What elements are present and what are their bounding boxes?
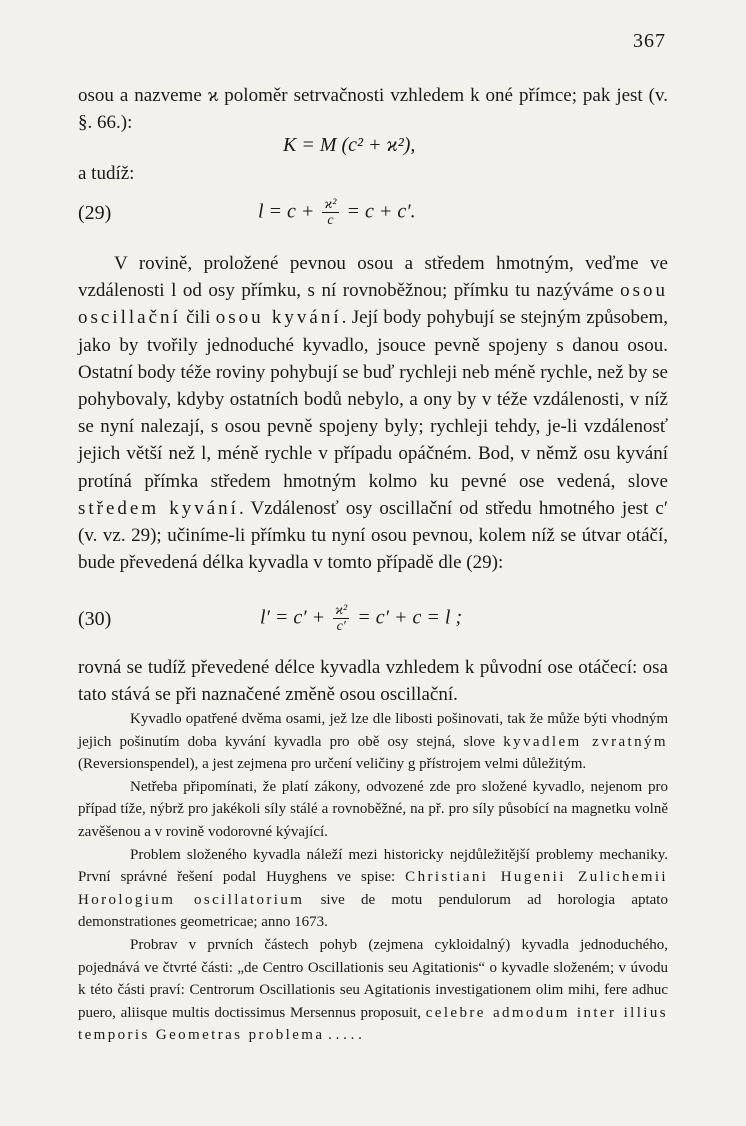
note-huyghens-quote (78, 934, 668, 1047)
note1-part-c: (Reversionspendel), a jest zejmena pro určení veličiny g přístrojem velmi důležitým. (78, 756, 587, 773)
term-osa-oscillacni: osou oscillační (78, 280, 668, 329)
mersennus-quote: celebre admodum inter illius temporis Geometras problema (78, 1004, 668, 1044)
paragraph-oscillation-axis (78, 250, 668, 576)
term-osa-kyvani: osou kyvání (215, 307, 342, 329)
para2-part-e: . Její body pohybují se stejným způsobem, jako by tvořily jednoduché kyvadlo, jsouce pevně spojeny s danou osou. Ostatní body téže roviny pohybují se buď rychleji neb méně rychle, než by se pohybovaly, kdyby ostatních bodů nebylo, a ony by v téže vzdálenosti, v níž se nyní nalezají, s osou pevně spojeny byly; rychleji tehdy, je-li vzdálenosť jejich větší než l, méně rychle v případu opáčném. Bod, v němž osu kyvání protíná přímka středem hmotným kolmo ku pevné ose vedená, slove (78, 307, 668, 492)
note4-part-c: . . . . . (324, 1027, 362, 1044)
term-stred-kyvani: středem kyvání (78, 497, 239, 519)
equation-29-lhs: l = c + (258, 200, 315, 223)
note3-part-a: Problem složeného kyvadla náleží mezi historicky nejdůležitější problemy mechaniky. První správné řešení podal Huyghens ve spise: (78, 846, 668, 886)
huyghens-title: Christiani Hugenii Zulichemii Horologium oscillatorium (78, 869, 668, 908)
para2-part-a: V rovině, proložené pevnou osou a středem hmotným, veďme ve vzdálenosti l od osy přímku, s ní rovnoběžnou; přímku tu nazýváme (78, 253, 668, 302)
fraction-denominator: c′ (336, 619, 346, 634)
equation-30 (78, 602, 668, 652)
note-reversible-pendulum (78, 708, 668, 776)
equation-30-number: (30) (78, 608, 112, 630)
reversal-text: rovná se tudíž převedené délce kyvadla vzhledem k původní ose otáčecí: osa tato stává se při naznačené změně osou oscillační. (78, 657, 668, 706)
note3-part-c: sive de motu pendulorum ad horologia aptato demonstrationes geometricae; anno 1673. (78, 891, 668, 931)
paragraph-reversal (78, 654, 668, 708)
equation-30-fraction (333, 604, 349, 634)
equation-29-fraction (322, 198, 338, 228)
equation-29-rhs: = c + c′. (346, 200, 416, 223)
equation-inertia-expr: K = M (c² + ϰ²), (283, 134, 416, 156)
equation-29-expr (258, 198, 416, 228)
note-history (78, 844, 668, 934)
term-kyvadlo-zvratne: kyvadlem zvratným (503, 733, 668, 750)
tudiz-text: a tudíž: (78, 163, 135, 184)
intro-text: osou a nazveme ϰ poloměr setrvačnosti vzhledem k oné přímce; pak jest (v. §. 66.): (78, 85, 668, 134)
tudiz-line (78, 160, 668, 187)
fraction-numerator: ϰ² (324, 197, 337, 212)
page-number: 367 (633, 30, 666, 52)
equation-30-rhs: = c′ + c = l ; (357, 606, 463, 629)
small-print-notes (78, 708, 668, 1047)
note1-part-a: Kyvadlo opatřené dvěma osami, jež lze dle libosti pošinovati, tak že může býti vhodným jejich pošinutím doba kyvání kyvadla pro obě osy stejná, slove (78, 711, 668, 750)
fraction-denominator: c (327, 213, 334, 228)
note-general-forces: Netřeba připomínati, že platí zákony, odvozené zde pro složené kyvadlo, nejenom pro případ tíže, nýbrž pro jakékoli síly stálé a rovnoběžné, na př. pro síly působící na magnetku volně zavěšenou a v rovině vodorovné kývající. (78, 778, 668, 840)
note4-part-a: Probrav v prvních částech pohyb (zejmena cykloidalný) kyvadla jednoduchého, pojednává ve čtvrté části: „de Centro Oscillationis seu Agitationis“ o kyvadle složeném; v úvodu k této části praví: Centrorum Oscillationis seu Agitationis investigationem olim mihi, fere adhuc puero, aliisque multis doctissimus Mersennus proposuit, (78, 936, 668, 1021)
para2-part-g: . Vzdálenosť osy oscillační od středu hmotného jest c′ (v. vz. 29); učiníme-li přímku tu nyní osou pevnou, kolem níž se útvar otáčí, bude převedená délka kyvadla v tomto případě dle (29): (78, 497, 668, 574)
equation-30-expr (260, 604, 462, 634)
para2-part-c: čili (180, 307, 216, 329)
fraction-numerator: ϰ² (335, 603, 348, 618)
equation-29 (78, 196, 668, 242)
equation-30-lhs: l′ = c′ + (260, 606, 326, 629)
oscillation-axis-text (78, 250, 668, 576)
equation-29-number: (29) (78, 202, 112, 224)
